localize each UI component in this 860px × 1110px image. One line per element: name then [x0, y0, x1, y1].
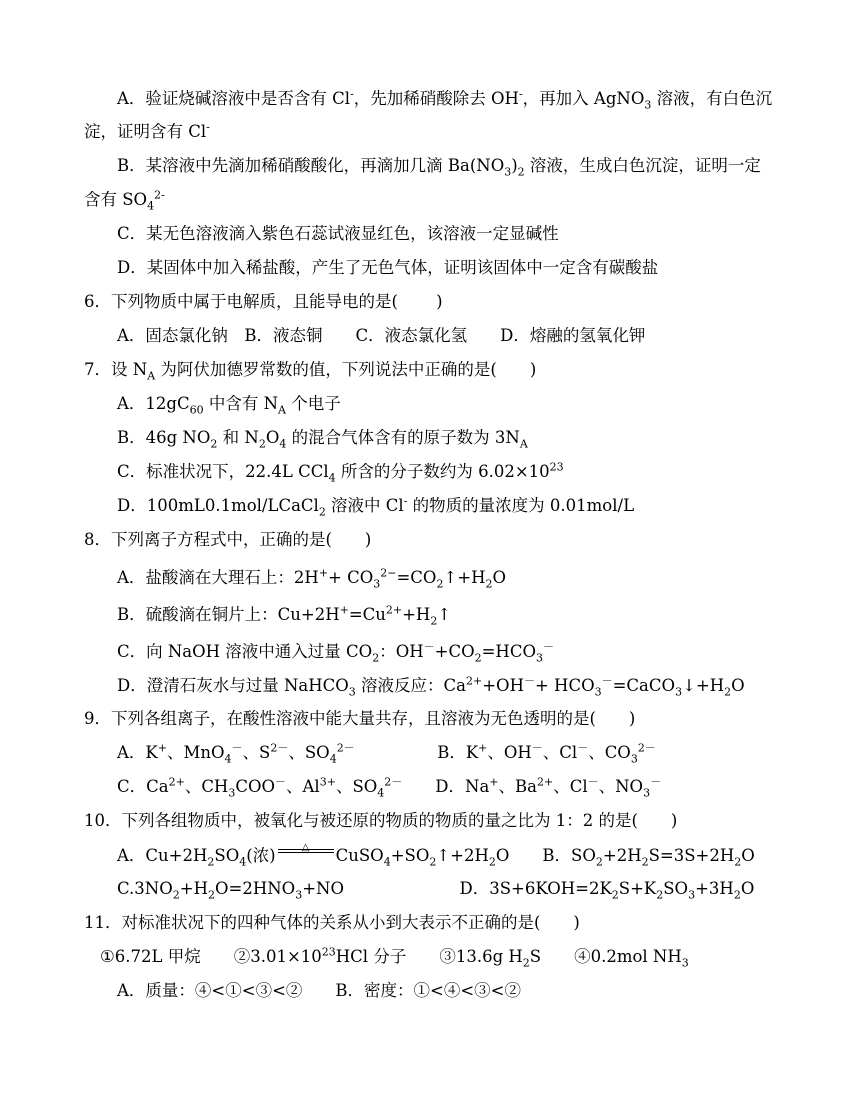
subscript: 2 — [517, 165, 525, 179]
subscript: A — [147, 369, 156, 383]
text-segment: ↓+H — [682, 676, 725, 695]
superscript: - — [403, 494, 408, 508]
text-segment: A．质量：④<①<③<② B．密度：①<④<③<② — [117, 981, 521, 1000]
superscript: － — [650, 775, 662, 789]
text-segment: =CaCO — [612, 676, 676, 695]
text-segment: O — [265, 428, 280, 447]
q9-options-cd — [117, 776, 661, 798]
q8-option-b — [117, 604, 451, 626]
text-segment: 、Ba — [498, 777, 537, 796]
text-segment: =HCO — [481, 642, 536, 661]
superscript: 2－ — [336, 741, 355, 755]
subscript: 2 — [595, 855, 603, 869]
text-segment: B．46g NO — [117, 428, 211, 447]
text-segment: 个电子 — [286, 394, 341, 413]
text-segment: A．Cu+2H — [117, 846, 208, 865]
superscript: 2+ — [466, 674, 483, 688]
subscript: 2 — [656, 888, 664, 902]
superscript: － — [423, 640, 435, 654]
subscript: 60 — [189, 403, 204, 417]
superscript: 2－ — [637, 741, 656, 755]
q6-options — [117, 325, 645, 347]
superscript: - — [350, 87, 354, 101]
q5-option-d — [117, 257, 658, 279]
text-segment: C．标准状况下，22.4L CCl — [117, 462, 329, 481]
text-segment: +2H — [602, 846, 642, 865]
text-segment: C．向 NaOH 溶液中通入过量 CO — [117, 642, 373, 661]
text-segment: 7．设 N — [84, 360, 148, 379]
text-segment: =Cu — [348, 605, 386, 624]
q5-option-a-line1 — [117, 88, 772, 110]
text-segment: 和 N — [217, 428, 259, 447]
text-segment: 、CH — [184, 777, 229, 796]
q5-option-b-line2 — [84, 189, 165, 211]
text-segment: 、Cl — [542, 743, 578, 762]
subscript: 2 — [485, 577, 493, 591]
text-segment: 、SO — [335, 777, 378, 796]
subscript: 2 — [172, 888, 180, 902]
subscript: A — [519, 437, 528, 451]
text-segment: A．验证烧碱溶液中是否含有 Cl — [117, 89, 351, 108]
subscript: 2 — [258, 437, 266, 451]
superscript: 2+ — [168, 775, 185, 789]
q11-items — [100, 946, 689, 968]
subscript: 2 — [724, 685, 732, 699]
subscript: 3 — [688, 888, 696, 902]
superscript: 2－ — [384, 775, 403, 789]
superscript: － — [523, 674, 535, 688]
q9-options-ab — [117, 742, 656, 764]
text-segment: CuSO — [335, 846, 384, 865]
subscript: 2 — [210, 437, 218, 451]
q5-option-b-line1 — [117, 155, 761, 177]
text-segment: C.3NO — [117, 879, 173, 898]
subscript: 2 — [733, 888, 741, 902]
q5-option-a-line2 — [84, 121, 210, 143]
text-segment: + HCO — [534, 676, 595, 695]
superscript: － — [231, 741, 243, 755]
subscript: 4 — [279, 437, 287, 451]
superscript: － — [531, 741, 543, 755]
text-segment: ↑+H — [443, 568, 486, 587]
text-segment: (浓) — [246, 846, 276, 865]
q11-options-ab — [117, 980, 521, 1002]
text-segment: 10．下列各组物质中，被氧化与被还原的物质的物质的量之比为 1：2 的是( ) — [84, 811, 678, 830]
q7-option-c — [117, 461, 564, 483]
text-segment: 的物质的量浓度为 0.01mol/L — [407, 496, 635, 515]
superscript: － — [601, 674, 613, 688]
text-segment: S+K — [618, 879, 657, 898]
text-segment: 溶液中 Cl — [325, 496, 404, 515]
q7-option-a — [117, 393, 341, 415]
subscript: 2 — [207, 888, 215, 902]
q7-option-b — [117, 427, 528, 449]
text-segment: D．Na — [402, 777, 490, 796]
text-segment: 、OH — [487, 743, 532, 762]
subscript: 3 — [644, 98, 652, 112]
subscript: 3 — [643, 786, 651, 800]
text-segment: O B．SO — [495, 846, 596, 865]
text-segment: O=2HNO — [214, 879, 296, 898]
subscript: 4 — [329, 752, 337, 766]
superscript: 2+ — [536, 775, 554, 789]
text-segment: ↑ — [437, 605, 452, 624]
text-segment: S ④0.2mol NH — [529, 947, 682, 966]
text-segment: 中含有 N — [203, 394, 279, 413]
text-segment: A．12gC — [117, 394, 190, 413]
heating-condition-arrow — [278, 842, 334, 861]
superscript: － — [275, 775, 287, 789]
text-segment: SO — [214, 846, 240, 865]
subscript: A — [278, 403, 286, 417]
text-segment: D．澄清石灰水与过量 NaHCO — [117, 676, 349, 695]
superscript: 23 — [549, 460, 564, 474]
superscript: + — [318, 566, 329, 580]
text-segment: ↑+2H — [436, 846, 489, 865]
text-segment: O — [492, 568, 507, 587]
text-segment: 8．下列离子方程式中，正确的是( ) — [84, 530, 372, 549]
subscript: 2 — [474, 651, 482, 665]
superscript: 2+ — [385, 603, 403, 617]
text-segment: 所含的分子数约为 6.02×10 — [335, 462, 550, 481]
text-segment: D．100mL0.1mol/LCaCl — [117, 496, 319, 515]
text-segment: C．Ca — [117, 777, 169, 796]
text-segment: +H — [402, 605, 431, 624]
superscript: 23 — [321, 945, 336, 959]
text-segment: S=3S+2H — [648, 846, 735, 865]
superscript: - — [206, 120, 210, 134]
superscript: － — [577, 741, 589, 755]
q8-option-c — [117, 641, 554, 663]
subscript: 2 — [207, 855, 215, 869]
text-segment: O — [741, 846, 755, 865]
text-segment: 6．下列物质中属于电解质，且能导电的是( ) — [84, 292, 443, 311]
text-segment: 的混合气体含有的原子数为 3N — [286, 428, 520, 447]
superscript: － — [542, 640, 554, 654]
subscript: 3 — [348, 685, 356, 699]
q6-stem — [84, 291, 443, 313]
subscript: 4 — [224, 752, 232, 766]
q10-options-cd — [117, 878, 754, 900]
text-segment: 11．对标准状况下的四种气体的关系从小到大表示不正确的是( ) — [84, 913, 580, 932]
subscript: 2 — [372, 651, 380, 665]
text-segment: ①6.72L 甲烷 ②3.01×10 — [100, 947, 322, 966]
text-segment: O — [731, 676, 745, 695]
subscript: 3 — [681, 956, 689, 970]
subscript: 4 — [377, 786, 385, 800]
text-segment: C．某无色溶液滴入紫色石蕊试液显红色，该溶液一定显碱性 — [117, 224, 559, 243]
text-segment: 、S — [242, 743, 271, 762]
superscript: 2- — [154, 188, 165, 202]
text-segment: 、CO — [588, 743, 631, 762]
subscript: 3 — [373, 577, 381, 591]
text-segment: D．某固体中加入稀盐酸，产生了无色气体，证明该固体中一定含有碳酸盐 — [117, 258, 659, 277]
text-segment: +H — [179, 879, 208, 898]
text-segment: ) — [511, 156, 518, 175]
text-segment: +OH — [482, 676, 524, 695]
q8-stem — [84, 529, 371, 551]
q5-option-c — [117, 223, 559, 245]
superscript: - — [518, 87, 523, 101]
text-segment: =CO — [396, 568, 437, 587]
subscript: 3 — [228, 786, 236, 800]
text-segment: +NO D．3S+6KOH=2K — [302, 879, 612, 898]
text-segment: B．某溶液中先滴加稀硝酸酸化，再滴加几滴 Ba(NO — [117, 156, 505, 175]
subscript: 2 — [734, 855, 742, 869]
text-segment: 、MnO — [166, 743, 225, 762]
text-segment: COO — [235, 777, 276, 796]
superscript: + — [489, 775, 499, 789]
text-segment: ：OH — [379, 642, 424, 661]
subscript: 3 — [504, 165, 512, 179]
text-segment: B．K — [354, 743, 479, 762]
text-segment: 、SO — [288, 743, 330, 762]
text-segment: + CO — [328, 568, 374, 587]
text-segment: 、Cl — [553, 777, 588, 796]
subscript: 4 — [147, 199, 155, 213]
text-segment: ，先加稀硝酸除去 OH — [353, 89, 519, 108]
text-segment: 、NO — [598, 777, 644, 796]
subscript: 2 — [611, 888, 619, 902]
subscript: 3 — [630, 752, 638, 766]
subscript: 4 — [383, 855, 391, 869]
q10-options-ab — [117, 842, 755, 869]
subscript: 2 — [430, 614, 438, 628]
superscript: 2－ — [270, 741, 289, 755]
text-segment: 溶液，有白色沉 — [651, 89, 773, 108]
text-segment: 9．下列各组离子，在酸性溶液中能大量共存，且溶液为无色透明的是( ) — [84, 709, 636, 728]
text-segment: A．固态氯化钠 B．液态铜 C．液态氯化氢 D．熔融的氢氧化钾 — [117, 326, 646, 345]
text-segment: HCl 分子 ③13.6g H — [335, 947, 523, 966]
delta-symbol: △ — [301, 842, 310, 853]
text-segment: +3H — [695, 879, 734, 898]
subscript: 3 — [295, 888, 303, 902]
superscript: + — [478, 741, 488, 755]
text-segment: 溶液，生成白色沉淀，证明一定 — [524, 156, 761, 175]
text-segment: +SO — [390, 846, 430, 865]
subscript: 3 — [594, 685, 602, 699]
text-segment: O — [740, 879, 755, 898]
superscript: － — [587, 775, 599, 789]
text-segment: SO — [663, 879, 689, 898]
subscript: 4 — [328, 471, 336, 485]
text-segment: +CO — [434, 642, 475, 661]
text-segment: A．K — [117, 743, 158, 762]
text-segment: 溶液反应：Ca — [355, 676, 467, 695]
subscript: 3 — [675, 685, 683, 699]
superscript: 2− — [380, 566, 397, 580]
q11-stem — [84, 912, 580, 934]
text-segment: 淀，证明含有 Cl — [84, 122, 207, 141]
q8-option-a — [117, 567, 506, 589]
q7-option-d — [117, 495, 634, 517]
q10-stem — [84, 810, 677, 832]
q9-stem — [84, 708, 635, 730]
subscript: 2 — [318, 505, 326, 519]
subscript: 2 — [488, 855, 496, 869]
subscript: 2 — [522, 956, 530, 970]
q7-stem — [84, 359, 536, 381]
superscript: + — [157, 741, 167, 755]
text-segment: 为阿伏加德罗常数的值，下列说法中正确的是( ) — [155, 360, 537, 379]
q8-option-d — [117, 675, 745, 697]
subscript: 2 — [429, 855, 437, 869]
text-segment: 含有 SO — [84, 190, 148, 209]
subscript: 3 — [535, 651, 543, 665]
superscript: + — [339, 603, 349, 617]
subscript: 4 — [239, 855, 247, 869]
text-segment: B．硫酸滴在铜片上：Cu+2H — [117, 605, 340, 624]
subscript: 2 — [641, 855, 649, 869]
text-segment: ，再加入 AgNO — [522, 89, 645, 108]
subscript: 2 — [436, 577, 444, 591]
text-segment: 、Al — [286, 777, 320, 796]
superscript: 3+ — [319, 775, 336, 789]
text-segment: A．盐酸滴在大理石上：2H — [117, 568, 319, 587]
